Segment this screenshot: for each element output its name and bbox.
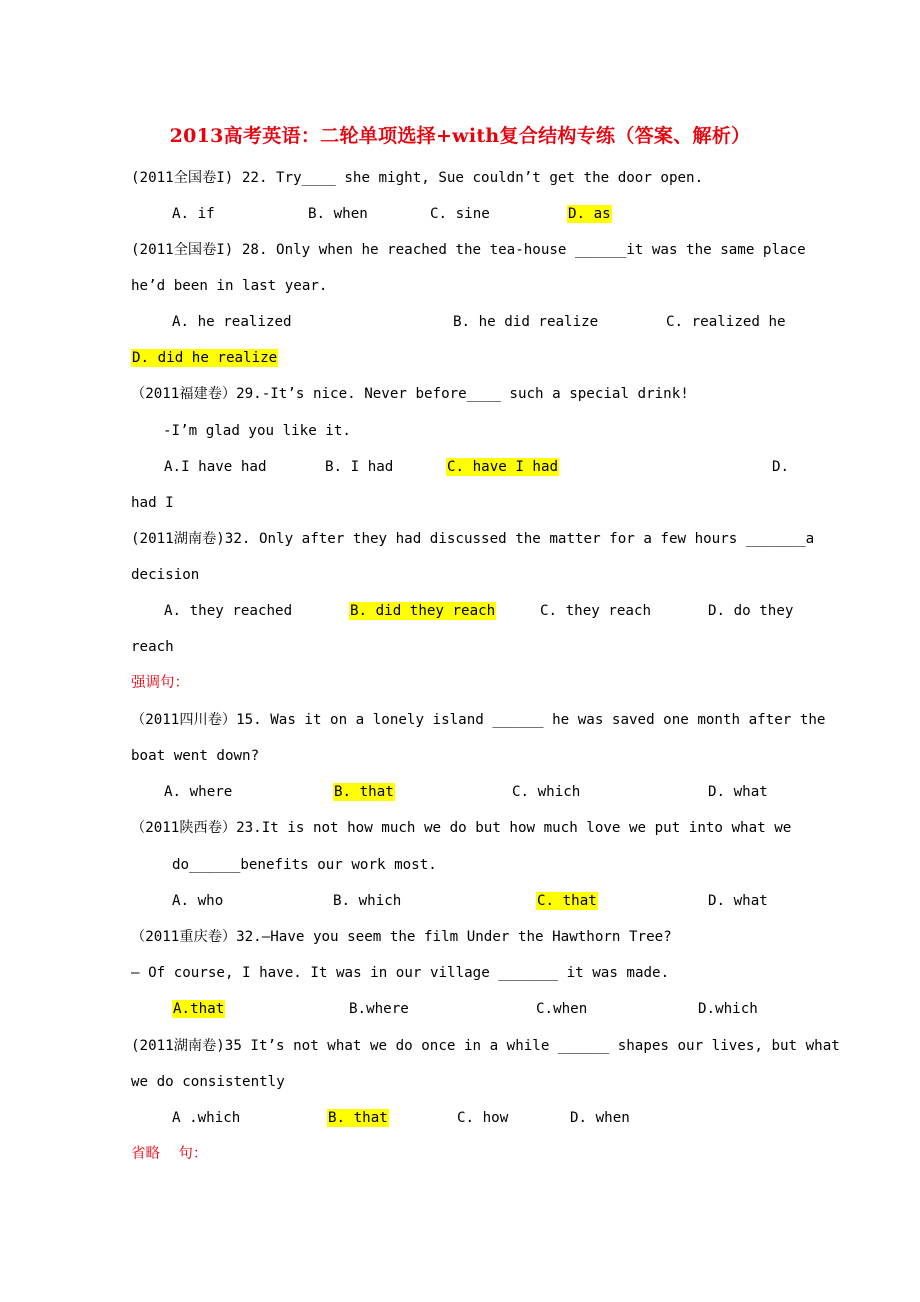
q6-option-c-answer: C. that [537, 893, 597, 909]
question-6-stem-line2: do______benefits our work most. [172, 857, 437, 873]
q4-option-d-text: reach [131, 639, 174, 655]
question-4-stem-line2: decision [131, 567, 200, 583]
q6-option-b: B. which [333, 893, 402, 909]
question-7-stem-line1: （2011重庆卷）32.—Have you seem the film Under the Hawthorn Tree? [131, 929, 672, 945]
question-2-stem-line1: (2011全国卷I) 28. Only when he reached the tea-house ______it was the same place [131, 242, 806, 258]
q6-option-a: A. who [172, 893, 224, 909]
q4-option-d: D. do they [708, 603, 794, 619]
question-5-stem-line1: （2011四川卷）15. Was it on a lonely island ______ he was saved one month after the [131, 712, 826, 728]
question-2-stem-line2: he’d been in last year. [131, 278, 328, 294]
question-8-stem-line2: we do consistently [131, 1074, 285, 1090]
q1-option-d-answer: D. as [568, 206, 611, 222]
q2-option-c: C. realized he [666, 314, 786, 330]
q2-option-a: A. he realized [172, 314, 292, 330]
q8-option-b-answer: B. that [328, 1110, 388, 1126]
question-6-stem-line1: （2011陕西卷）23.It is not how much we do but how much love we put into what we [131, 820, 792, 836]
q4-option-a: A. they reached [164, 603, 293, 619]
q8-option-a: A .which [172, 1110, 241, 1126]
q5-option-a: A. where [164, 784, 233, 800]
section-heading-ellipsis: 省略 句： [131, 1146, 208, 1162]
q5-option-d: D. what [708, 784, 768, 800]
q1-option-a: A. if [172, 206, 215, 222]
question-7-stem-line2: — Of course, I have. It was in our village _______ it was made. [131, 965, 670, 981]
question-1-stem: (2011全国卷I) 22. Try____ she might, Sue couldn’t get the door open. [131, 170, 704, 186]
q7-option-a-answer: A.that [173, 1001, 225, 1017]
section-heading-emphatic: 强调句： [131, 675, 189, 691]
q3-option-d: D. [772, 459, 790, 475]
page-title: 2013高考英语：二轮单项选择+with复合结构专练（答案、解析） [169, 125, 751, 147]
q5-option-c: C. which [512, 784, 581, 800]
q4-option-b-answer: B. did they reach [350, 603, 496, 619]
question-4-stem-line1: (2011湖南卷)32. Only after they had discussed the matter for a few hours _______a [131, 531, 815, 547]
q6-option-d: D. what [708, 893, 768, 909]
q3-option-d-text: had I [131, 495, 174, 511]
q3-option-b: B. I had [325, 459, 394, 475]
question-8-stem-line1: (2011湖南卷)35 It’s not what we do once in a while ______ shapes our lives, but what [131, 1038, 840, 1054]
q2-option-d-answer: D. did he realize [132, 350, 278, 366]
question-5-stem-line2: boat went down? [131, 748, 260, 764]
q1-option-b: B. when [308, 206, 368, 222]
q7-option-d: D.which [698, 1001, 758, 1017]
q3-option-c-answer: C. have I had [447, 459, 559, 475]
q1-option-c: C. sine [430, 206, 490, 222]
q4-option-c: C. they reach [540, 603, 652, 619]
q3-option-a: A.I have had [164, 459, 267, 475]
q7-option-b: B.where [349, 1001, 409, 1017]
q5-option-b-answer: B. that [334, 784, 394, 800]
q2-option-b: B. he did realize [453, 314, 599, 330]
q8-option-d: D. when [570, 1110, 630, 1126]
q8-option-c: C. how [457, 1110, 509, 1126]
question-3-stem-line1: （2011福建卷）29.-It’s nice. Never before____ such a special drink! [131, 386, 689, 402]
q7-option-c: C.when [536, 1001, 588, 1017]
question-3-stem-line2: -I’m glad you like it. [163, 423, 351, 439]
